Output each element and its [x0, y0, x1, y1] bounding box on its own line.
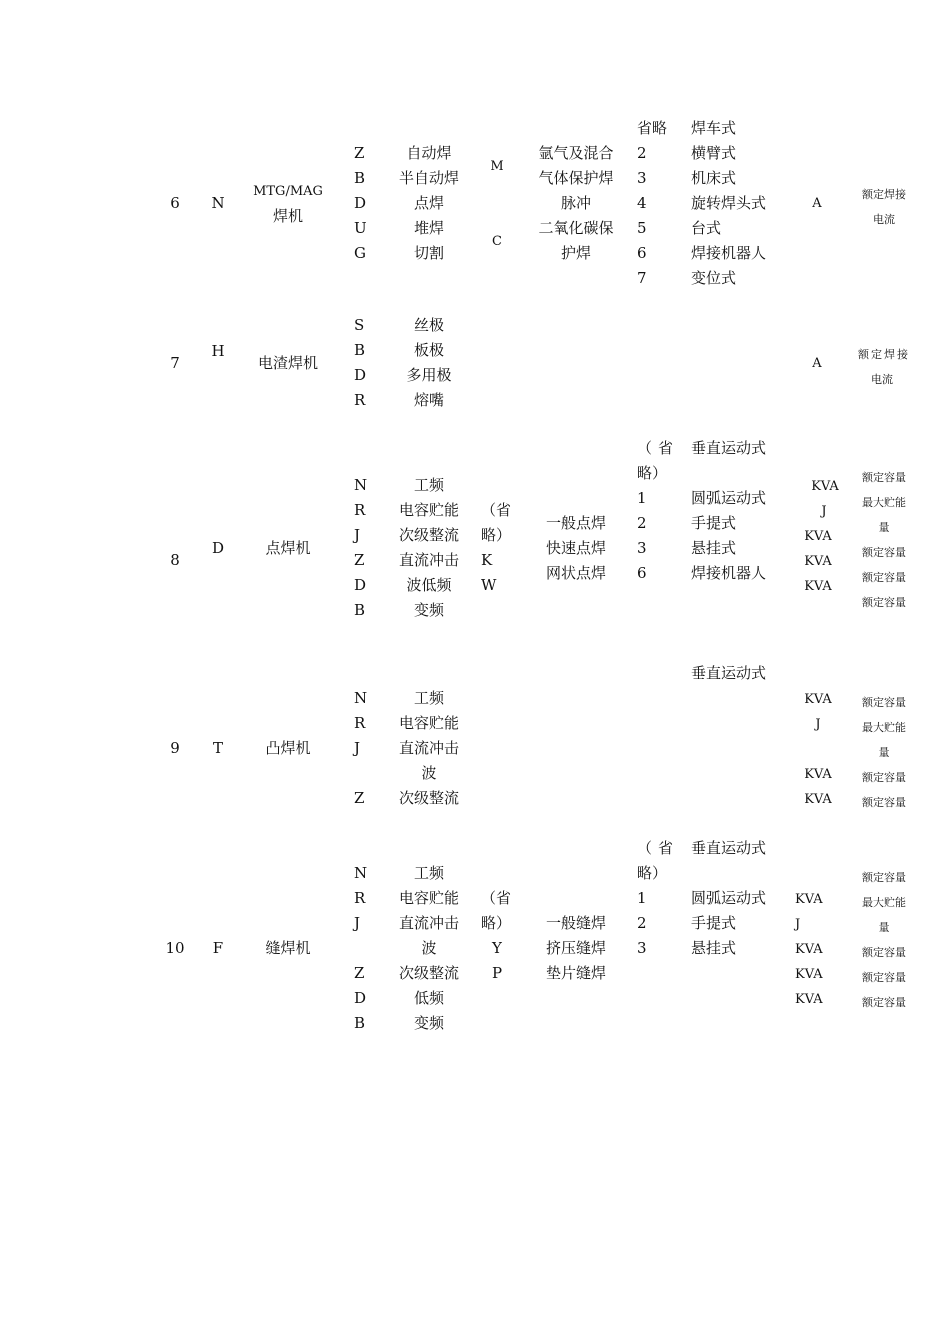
- mode-code: 略）: [481, 526, 512, 544]
- form-code: 2: [637, 914, 647, 932]
- form-name: 垂直运动式: [691, 439, 767, 457]
- param: 额定容量: [862, 971, 906, 984]
- sub-code: N: [354, 864, 368, 882]
- type-code: N: [211, 194, 225, 212]
- unit: A: [812, 196, 822, 211]
- gas-name: 氩气及混合: [538, 144, 614, 162]
- machine-name: 点焊机: [265, 539, 311, 557]
- sub-code: D: [354, 989, 367, 1007]
- sub-name: 工频: [413, 476, 444, 494]
- machine-name: 焊机: [272, 207, 303, 225]
- machine-name: 电渣焊机: [257, 354, 318, 372]
- param: 额定容量: [862, 471, 906, 484]
- unit: J: [815, 717, 821, 732]
- form-code: 2: [637, 514, 647, 532]
- sub-name: 板极: [413, 341, 444, 359]
- sub-code: Z: [354, 144, 365, 162]
- type-code: F: [212, 939, 224, 957]
- sub-code: Z: [354, 964, 365, 982]
- unit: KVA: [795, 992, 823, 1007]
- sub-code: J: [354, 739, 361, 757]
- sub-name: 直流冲击: [398, 739, 459, 757]
- param: 量: [878, 521, 890, 534]
- sub-name: 变频: [413, 601, 444, 619]
- sub-name: 电容贮能: [398, 501, 459, 519]
- sub-code: S: [354, 316, 365, 334]
- form-name: 横臂式: [691, 144, 737, 162]
- param: 电流: [871, 373, 893, 386]
- mode-code: Y: [492, 939, 502, 957]
- sub-name: 波低频: [406, 576, 452, 594]
- mode-code: （省: [481, 501, 512, 519]
- mode-code: P: [491, 964, 503, 982]
- sub-code: B: [354, 601, 366, 619]
- machine-name: 凸焊机: [265, 739, 311, 757]
- form-name: 焊接机器人: [691, 244, 767, 262]
- sub-code: R: [354, 714, 366, 732]
- sub-name: 波: [421, 939, 437, 957]
- form-code: 6: [637, 244, 647, 262]
- sub-code: D: [354, 576, 367, 594]
- row-number: 9: [170, 739, 180, 757]
- form-name: 变位式: [691, 269, 737, 287]
- sub-name: 堆焊: [413, 219, 444, 237]
- form-code: 4: [637, 194, 647, 212]
- sub-code: J: [354, 526, 361, 544]
- form-name: 旋转焊头式: [691, 194, 767, 212]
- param: 额定容量: [862, 796, 906, 809]
- param: 额定容量: [862, 996, 906, 1009]
- sub-name: 电容贮能: [398, 714, 459, 732]
- unit: A: [812, 356, 822, 371]
- form-name: 圆弧运动式: [691, 889, 767, 907]
- form-code: 略）: [637, 864, 668, 882]
- param: 最大贮能: [862, 496, 906, 509]
- mode-name: 挤压缝焊: [545, 939, 606, 957]
- form-name: 悬挂式: [691, 939, 737, 957]
- mode-name: 垫片缝焊: [545, 964, 606, 982]
- sub-name: 波: [421, 764, 437, 782]
- form-name: 垂直运动式: [691, 664, 767, 682]
- sub-name: 多用极: [406, 366, 452, 384]
- unit: KVA: [795, 892, 823, 907]
- sub-code: R: [354, 889, 366, 907]
- sub-name: 低频: [413, 989, 444, 1007]
- form-code: 1: [637, 489, 647, 507]
- unit: KVA: [804, 529, 832, 544]
- sub-code: J: [354, 914, 361, 932]
- sub-name: 自动焊: [406, 144, 452, 162]
- sub-code: U: [354, 219, 367, 237]
- form-code: 6: [637, 564, 647, 582]
- param: 额定容量: [862, 946, 906, 959]
- param: 额定容量: [862, 871, 906, 884]
- form-code: 省略: [637, 119, 668, 137]
- row-number: 8: [170, 551, 180, 569]
- form-name: 焊车式: [691, 119, 737, 137]
- sub-name: 工频: [413, 864, 444, 882]
- sub-name: 电容贮能: [398, 889, 459, 907]
- param: 额定容量: [862, 546, 906, 559]
- sub-code: N: [354, 689, 368, 707]
- machine-name: 缝焊机: [265, 939, 311, 957]
- sub-code: R: [354, 391, 366, 409]
- sub-name: 工频: [413, 689, 444, 707]
- gas-code: C: [492, 234, 502, 249]
- sub-code: D: [354, 194, 367, 212]
- param: 最大贮能: [862, 896, 906, 909]
- form-name: 手提式: [691, 514, 737, 532]
- mode-name: 一般缝焊: [545, 914, 606, 932]
- sub-code: B: [354, 169, 366, 187]
- gas-code: M: [490, 159, 504, 174]
- sub-name: 点焊: [413, 194, 444, 212]
- form-code: 5: [637, 219, 647, 237]
- unit: KVA: [804, 792, 832, 807]
- row-number: 10: [165, 939, 185, 957]
- param: 最大贮能: [862, 721, 906, 734]
- form-name: 悬挂式: [691, 539, 737, 557]
- param: 量: [878, 746, 890, 759]
- form-name: 垂直运动式: [691, 839, 767, 857]
- sub-name: 丝极: [413, 316, 444, 334]
- sub-name: 次级整流: [398, 789, 459, 807]
- sub-name: 次级整流: [398, 526, 459, 544]
- sub-code: D: [354, 366, 367, 384]
- unit: KVA: [804, 692, 832, 707]
- form-code: 3: [637, 539, 647, 557]
- sub-name: 直流冲击: [398, 914, 459, 932]
- machine-name: MTG/MAG: [253, 184, 323, 199]
- form-name: 焊接机器人: [691, 564, 767, 582]
- unit: KVA: [795, 942, 823, 957]
- row-number: 7: [170, 354, 180, 372]
- gas-name: 脉冲: [560, 194, 591, 212]
- mode-code: W: [481, 576, 497, 594]
- mode-code: 略）: [481, 914, 512, 932]
- sub-code: Z: [354, 551, 365, 569]
- mode-code: （省: [481, 889, 512, 907]
- sub-name: 熔嘴: [413, 391, 444, 409]
- sub-code: R: [354, 501, 366, 519]
- form-code: 1: [637, 889, 647, 907]
- form-name: 台式: [691, 219, 722, 237]
- row-number: 6: [170, 194, 180, 212]
- form-code: 2: [637, 144, 647, 162]
- type-code: T: [212, 739, 223, 757]
- param: 额定容量: [862, 696, 906, 709]
- unit: KVA: [804, 767, 832, 782]
- form-name: 机床式: [691, 169, 737, 187]
- param: 额定容量: [862, 571, 906, 584]
- unit: J: [821, 504, 827, 519]
- gas-name: 气体保护焊: [538, 169, 614, 187]
- gas-name: 二氧化碳保: [538, 219, 614, 237]
- unit: KVA: [804, 554, 832, 569]
- gas-name: 护焊: [560, 244, 591, 262]
- form-name: 圆弧运动式: [691, 489, 767, 507]
- sub-code: G: [354, 244, 366, 262]
- unit: KVA: [811, 479, 839, 494]
- param: 额定容量: [862, 771, 906, 784]
- unit: KVA: [795, 967, 823, 982]
- param: 额定容量: [862, 596, 906, 609]
- param: 量: [878, 921, 890, 934]
- param: 额定焊接: [862, 188, 906, 201]
- form-code: 3: [637, 169, 647, 187]
- form-code: 3: [637, 939, 647, 957]
- type-code: D: [211, 539, 225, 557]
- sub-name: 直流冲击: [398, 551, 459, 569]
- sub-name: 切割: [413, 244, 444, 262]
- sub-name: 变频: [413, 1014, 444, 1032]
- mode-name: 一般点焊: [545, 514, 606, 532]
- type-code: H: [211, 342, 225, 360]
- form-code: 略）: [637, 464, 668, 482]
- unit: KVA: [804, 579, 832, 594]
- param: 电流: [873, 213, 895, 226]
- param: 额定焊接: [858, 348, 910, 361]
- mode-name: 网状点焊: [545, 564, 606, 582]
- unit: J: [795, 917, 801, 932]
- form-code: （省: [637, 839, 680, 857]
- mode-code: K: [481, 551, 493, 569]
- sub-code: Z: [354, 789, 365, 807]
- form-code: （省: [637, 439, 680, 457]
- mode-name: 快速点焊: [545, 539, 606, 557]
- sub-code: N: [354, 476, 368, 494]
- sub-code: B: [354, 341, 366, 359]
- sub-name: 半自动焊: [398, 169, 459, 187]
- form-name: 手提式: [691, 914, 737, 932]
- sub-code: B: [354, 1014, 366, 1032]
- form-code: 7: [637, 269, 647, 287]
- sub-name: 次级整流: [398, 964, 459, 982]
